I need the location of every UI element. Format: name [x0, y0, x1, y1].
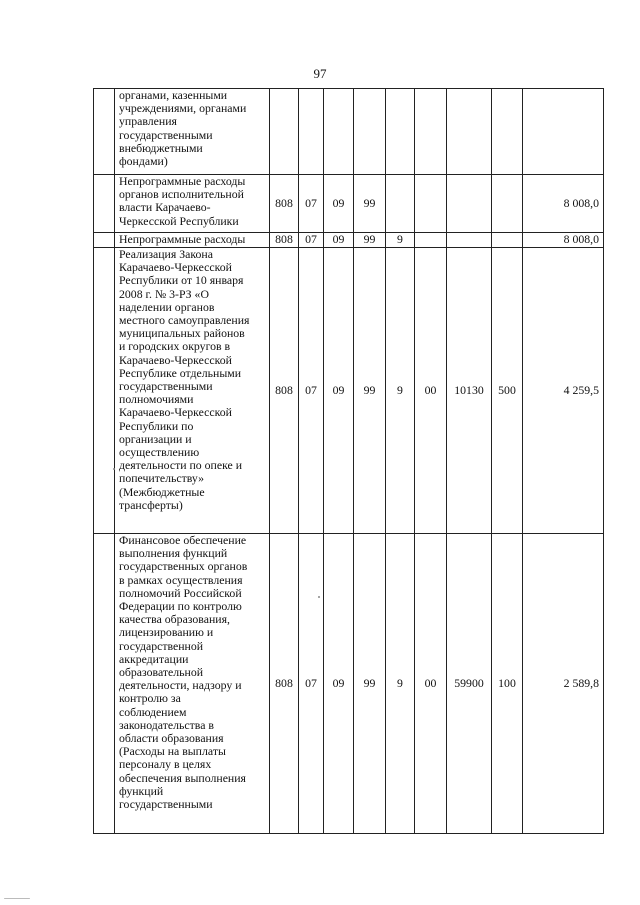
expense-name-line: полномочий Российской	[119, 585, 242, 600]
csr-direction-cell	[447, 175, 492, 233]
expense-name-line: Карачаево-Черкесской	[119, 405, 232, 420]
table-row	[94, 175, 604, 233]
table-row	[94, 534, 604, 834]
expense-name-line: функций	[119, 783, 164, 798]
expense-name-line: и городских округов в	[119, 339, 231, 354]
expense-name-line: государственной	[119, 638, 204, 653]
expense-type-cell	[492, 233, 523, 248]
expense-name-line: деятельности, надзору и	[119, 678, 242, 693]
expense-name-line: Карачаево-Черкесской	[119, 352, 232, 367]
expense-name-line: Реализация Закона	[119, 247, 213, 261]
expense-type-cell	[492, 175, 523, 233]
expense-name-line: аккредитации	[119, 651, 189, 666]
row-number-cell	[94, 175, 115, 233]
amount-cell	[523, 89, 604, 175]
expense-name-line: управления	[119, 114, 177, 129]
pr-cell: 09	[324, 233, 354, 248]
expense-name-cell	[115, 89, 270, 175]
ved-cell	[270, 89, 299, 175]
row-number-cell	[94, 89, 115, 175]
csr-program-cell: 99	[354, 233, 386, 248]
expense-name-line: наделении органов	[119, 299, 215, 314]
expense-name-line: Черкесской Республики	[119, 213, 239, 228]
amount-cell: 8 008,0	[523, 233, 604, 248]
expense-name-line: органами, казенными	[119, 88, 228, 102]
expense-name-line: власти Карачаево-	[119, 200, 211, 215]
csr-program-cell: 99	[354, 248, 386, 534]
rz-cell: 07	[299, 233, 324, 248]
expense-name-line: выполнения функций	[119, 546, 228, 561]
csr-program-cell	[354, 89, 386, 175]
csr-subprogram-cell: 9	[386, 248, 415, 534]
table-row	[94, 248, 604, 534]
expense-name-line: обеспечения выполнения	[119, 770, 246, 785]
expense-name-line: Республики от 10 января	[119, 273, 244, 288]
expense-name-line: соблюдением	[119, 704, 187, 719]
expense-name-cell	[115, 233, 270, 248]
amount-cell: 4 259,5	[523, 248, 604, 534]
expense-name-line: персоналу в целях	[119, 757, 212, 772]
expense-name-line: осуществлению	[119, 445, 200, 460]
pr-cell: 09	[324, 534, 354, 834]
csr-program-cell: 99	[354, 534, 386, 834]
expense-type-cell: 100	[492, 534, 523, 834]
csr-subprogram-cell: 9	[386, 534, 415, 834]
expense-name-line: Карачаево-Черкесской	[119, 260, 232, 275]
budget-table	[93, 88, 604, 834]
expense-name-line: лицензированию и	[119, 625, 214, 640]
rz-cell	[299, 89, 324, 175]
expense-name-line: государственными	[119, 127, 213, 142]
csr-subprogram-cell	[386, 175, 415, 233]
expense-name-line: фондами)	[119, 154, 168, 169]
expense-name-line: деятельности по опеке и	[119, 458, 243, 473]
csr-program-cell: 99	[354, 175, 386, 233]
csr-group-cell: 00	[415, 248, 447, 534]
expense-name-line: государственными	[119, 379, 213, 394]
page-number: 97	[313, 66, 327, 81]
csr-group-cell	[415, 175, 447, 233]
amount-cell: 8 008,0	[523, 175, 604, 233]
ved-cell: 808	[270, 534, 299, 834]
csr-group-cell	[415, 233, 447, 248]
expense-name-line: Непрограммные расходы	[119, 232, 246, 246]
rz-cell: 07	[299, 534, 324, 834]
expense-name-line: 2008 г. № 3-РЗ «О	[119, 286, 209, 301]
expense-type-cell	[492, 89, 523, 175]
csr-subprogram-cell	[386, 89, 415, 175]
expense-name-line: (Межбюджетные	[119, 484, 205, 499]
expense-name-line: государственных органов	[119, 559, 248, 574]
expense-name-line: Федерации по контролю	[119, 599, 242, 614]
ved-cell: 808	[270, 175, 299, 233]
expense-name-line: государственными	[119, 797, 213, 812]
expense-name-line: полномочиями	[119, 392, 194, 407]
expense-name-cell	[115, 175, 270, 233]
expense-name-line: контролю за	[119, 691, 181, 706]
scan-speck	[318, 596, 320, 598]
pr-cell: 09	[324, 248, 354, 534]
csr-group-cell: 00	[415, 534, 447, 834]
csr-group-cell	[415, 89, 447, 175]
expense-name-line: органов исполнительной	[119, 187, 244, 202]
expense-name-line: законодательства в	[119, 717, 214, 732]
expense-name-line: Республики по	[119, 418, 194, 433]
expense-name-cell	[115, 248, 270, 534]
pr-cell	[324, 89, 354, 175]
rz-cell: 07	[299, 248, 324, 534]
row-number-cell	[94, 534, 115, 834]
expense-name-line: образовательной	[119, 665, 204, 680]
csr-direction-cell: 10130	[447, 248, 492, 534]
expense-name-line: организации и	[119, 431, 192, 446]
table-row	[94, 89, 604, 175]
expense-name-line: области образования	[119, 731, 224, 746]
csr-direction-cell: 59900	[447, 534, 492, 834]
pr-cell: 09	[324, 175, 354, 233]
expense-name-line: учреждениями, органами	[119, 101, 247, 116]
csr-direction-cell	[447, 89, 492, 175]
expense-name-line: местного самоуправления	[119, 313, 250, 328]
scan-speck	[4, 898, 30, 899]
csr-subprogram-cell: 9	[386, 233, 415, 248]
expense-name-line: Финансовое обеспечение	[119, 533, 247, 547]
ved-cell: 808	[270, 233, 299, 248]
expense-name-line: попечительству»	[119, 471, 205, 486]
expense-name-line: муниципальных районов	[119, 326, 245, 341]
row-number-cell	[94, 248, 115, 534]
expense-name-line: качества образования,	[119, 612, 230, 627]
ved-cell: 808	[270, 248, 299, 534]
expense-name-line: в рамках осуществления	[119, 572, 243, 587]
expense-name-line: трансферты)	[119, 497, 183, 512]
scan-speck	[113, 468, 115, 470]
amount-cell: 2 589,8	[523, 534, 604, 834]
expense-name-line: (Расходы на выплаты	[119, 744, 226, 759]
table-row	[94, 233, 604, 248]
row-number-cell	[94, 233, 115, 248]
rz-cell: 07	[299, 175, 324, 233]
expense-name-line: внебюджетными	[119, 140, 203, 155]
expense-name-cell	[115, 534, 270, 834]
expense-name-line: Республике отдельными	[119, 365, 242, 380]
expense-type-cell: 500	[492, 248, 523, 534]
expense-name-line: Непрограммные расходы	[119, 174, 246, 188]
csr-direction-cell	[447, 233, 492, 248]
